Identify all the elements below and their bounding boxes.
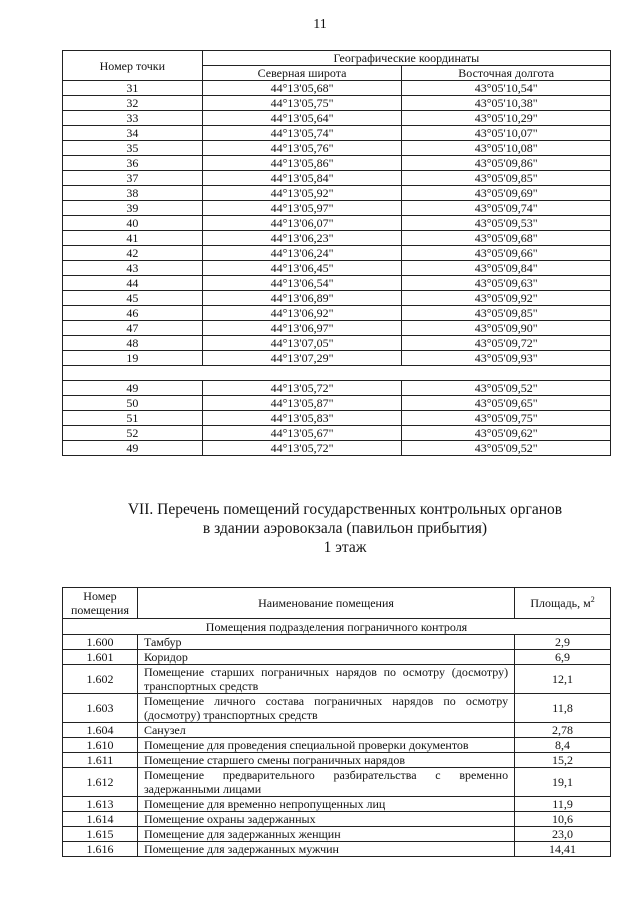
- coordinate-row: [63, 246, 611, 261]
- longitude-cell: 43°05'09,84": [402, 261, 611, 276]
- latitude-cell: 44°13'05,75": [202, 96, 402, 111]
- header-east-longitude: Восточная долгота: [402, 66, 611, 81]
- longitude-cell: 43°05'09,86": [402, 156, 611, 171]
- point-number: 34: [63, 126, 203, 141]
- coordinate-row: [63, 96, 611, 111]
- room-number: 1.616: [63, 842, 138, 857]
- coordinate-row: [63, 306, 611, 321]
- page-number: 11: [313, 17, 327, 32]
- room-area: 2,9: [515, 635, 611, 650]
- room-row: [63, 842, 611, 857]
- room-row: [63, 665, 611, 694]
- room-name: Тамбур: [137, 635, 514, 650]
- room-area: 15,2: [515, 753, 611, 768]
- point-number: 35: [63, 141, 203, 156]
- room-name: Помещение для временно непропущенных лиц: [137, 797, 514, 812]
- longitude-cell: 43°05'09,53": [402, 216, 611, 231]
- longitude-cell: 43°05'09,85": [402, 171, 611, 186]
- section-title: VII. Перечень помещений государственных контрольных органов: [127, 501, 563, 518]
- point-number: 40: [63, 216, 203, 231]
- coordinate-row: [63, 396, 611, 411]
- latitude-cell: 44°13'05,74": [202, 126, 402, 141]
- room-name: Помещение личного состава пограничных нарядов по осмотру (досмотру) транспортных средств: [137, 694, 514, 723]
- coordinate-row: [63, 381, 611, 396]
- room-area: 6,9: [515, 650, 611, 665]
- room-name: Помещение охраны задержанных: [137, 812, 514, 827]
- header-point-number: Номер точки: [63, 51, 203, 81]
- longitude-cell: 43°05'09,93": [402, 351, 611, 366]
- coordinate-row: [63, 231, 611, 246]
- room-name: Помещение для задержанных женщин: [137, 827, 514, 842]
- latitude-cell: 44°13'05,97": [202, 201, 402, 216]
- room-area: 11,9: [515, 797, 611, 812]
- longitude-cell: 43°05'09,74": [402, 201, 611, 216]
- room-area: 11,8: [515, 694, 611, 723]
- room-number: 1.610: [63, 738, 138, 753]
- point-number: 37: [63, 171, 203, 186]
- room-row: [63, 723, 611, 738]
- latitude-cell: 44°13'06,07": [202, 216, 402, 231]
- coordinate-row: [63, 201, 611, 216]
- coordinates-body: [63, 81, 611, 456]
- coordinate-row: [63, 321, 611, 336]
- room-number: 1.612: [63, 768, 138, 797]
- latitude-cell: 44°13'05,72": [202, 441, 402, 456]
- longitude-cell: 43°05'09,69": [402, 186, 611, 201]
- longitude-cell: 43°05'09,92": [402, 291, 611, 306]
- point-number: 49: [63, 381, 203, 396]
- room-row: [63, 812, 611, 827]
- longitude-cell: 43°05'09,68": [402, 231, 611, 246]
- latitude-cell: 44°13'06,24": [202, 246, 402, 261]
- room-area: 2,78: [515, 723, 611, 738]
- coordinate-row: [63, 411, 611, 426]
- latitude-cell: 44°13'05,76": [202, 141, 402, 156]
- separator-row: [63, 366, 611, 381]
- room-area: 23,0: [515, 827, 611, 842]
- latitude-cell: 44°13'05,83": [202, 411, 402, 426]
- longitude-cell: 43°05'09,72": [402, 336, 611, 351]
- coordinate-row: [63, 441, 611, 456]
- coordinate-row: [63, 291, 611, 306]
- longitude-cell: 43°05'10,38": [402, 96, 611, 111]
- room-name: Помещение старшего смены пограничных нарядов: [137, 753, 514, 768]
- header-room-area: [515, 588, 611, 619]
- coordinate-row: [63, 126, 611, 141]
- latitude-cell: 44°13'06,97": [202, 321, 402, 336]
- point-number: 42: [63, 246, 203, 261]
- longitude-cell: 43°05'10,29": [402, 111, 611, 126]
- coordinate-row: [63, 426, 611, 441]
- coordinate-row: [63, 81, 611, 96]
- room-row: [63, 694, 611, 723]
- point-number: 33: [63, 111, 203, 126]
- latitude-cell: 44°13'06,45": [202, 261, 402, 276]
- room-row: [63, 738, 611, 753]
- longitude-cell: 43°05'10,54": [402, 81, 611, 96]
- coordinate-row: [63, 186, 611, 201]
- latitude-cell: 44°13'05,92": [202, 186, 402, 201]
- room-number: 1.614: [63, 812, 138, 827]
- group-title: Помещения подразделения пограничного контроля: [63, 619, 611, 635]
- longitude-cell: 43°05'09,62": [402, 426, 611, 441]
- rooms-body: [63, 619, 611, 857]
- room-row: [63, 753, 611, 768]
- coordinate-row: [63, 276, 611, 291]
- room-row: [63, 650, 611, 665]
- latitude-cell: 44°13'05,87": [202, 396, 402, 411]
- coordinate-row: [63, 261, 611, 276]
- coordinate-row: [63, 156, 611, 171]
- longitude-cell: 43°05'09,66": [402, 246, 611, 261]
- room-number: 1.613: [63, 797, 138, 812]
- header-room-number: Номер помещения: [63, 588, 138, 619]
- point-number: 48: [63, 336, 203, 351]
- point-number: 47: [63, 321, 203, 336]
- longitude-cell: 43°05'09,75": [402, 411, 611, 426]
- coordinate-row: [63, 216, 611, 231]
- room-area: 19,1: [515, 768, 611, 797]
- longitude-cell: 43°05'09,63": [402, 276, 611, 291]
- room-area: 12,1: [515, 665, 611, 694]
- room-name: Санузел: [137, 723, 514, 738]
- room-number: 1.601: [63, 650, 138, 665]
- room-number: 1.600: [63, 635, 138, 650]
- coordinate-row: [63, 141, 611, 156]
- room-number: 1.602: [63, 665, 138, 694]
- separator-cell: [63, 366, 611, 381]
- room-name: Помещение для задержанных мужчин: [137, 842, 514, 857]
- room-number: 1.603: [63, 694, 138, 723]
- point-number: 50: [63, 396, 203, 411]
- latitude-cell: 44°13'05,64": [202, 111, 402, 126]
- latitude-cell: 44°13'05,67": [202, 426, 402, 441]
- point-number: 32: [63, 96, 203, 111]
- point-number: 52: [63, 426, 203, 441]
- room-number: 1.604: [63, 723, 138, 738]
- room-number: 1.611: [63, 753, 138, 768]
- room-name: Помещение старших пограничных нарядов по осмотру (досмотру) транспортных средств: [137, 665, 514, 694]
- coordinates-table: [62, 50, 611, 456]
- point-number: 39: [63, 201, 203, 216]
- header-north-latitude: Северная широта: [202, 66, 402, 81]
- rooms-table: [62, 587, 611, 857]
- floor-label: 1 этаж: [323, 539, 367, 556]
- room-name: Помещение для проведения специальной проверки документов: [137, 738, 514, 753]
- room-area: 10,6: [515, 812, 611, 827]
- longitude-cell: 43°05'10,07": [402, 126, 611, 141]
- point-number: 51: [63, 411, 203, 426]
- room-row: [63, 827, 611, 842]
- latitude-cell: 44°13'05,68": [202, 81, 402, 96]
- room-area: 14,41: [515, 842, 611, 857]
- longitude-cell: 43°05'09,65": [402, 396, 611, 411]
- header-area-sup: 2: [590, 595, 595, 604]
- point-number: 38: [63, 186, 203, 201]
- header-geo-coordinates: Географические координаты: [202, 51, 610, 66]
- room-area: 8,4: [515, 738, 611, 753]
- longitude-cell: 43°05'09,90": [402, 321, 611, 336]
- point-number: 19: [63, 351, 203, 366]
- room-row: [63, 768, 611, 797]
- latitude-cell: 44°13'06,23": [202, 231, 402, 246]
- longitude-cell: 43°05'10,08": [402, 141, 611, 156]
- section-subtitle: в здании аэровокзала (павильон прибытия): [202, 520, 488, 537]
- group-row: [63, 619, 611, 635]
- header-area-label: Площадь, м: [530, 596, 591, 610]
- room-row: [63, 635, 611, 650]
- room-name: Помещение предварительного разбирательства с временно задержанными лицами: [137, 768, 514, 797]
- header-room-name: Наименование помещения: [137, 588, 514, 619]
- latitude-cell: 44°13'05,86": [202, 156, 402, 171]
- point-number: 43: [63, 261, 203, 276]
- longitude-cell: 43°05'09,52": [402, 381, 611, 396]
- room-name: Коридор: [137, 650, 514, 665]
- point-number: 36: [63, 156, 203, 171]
- coordinate-row: [63, 351, 611, 366]
- latitude-cell: 44°13'07,29": [202, 351, 402, 366]
- latitude-cell: 44°13'05,72": [202, 381, 402, 396]
- room-number: 1.615: [63, 827, 138, 842]
- latitude-cell: 44°13'05,84": [202, 171, 402, 186]
- point-number: 46: [63, 306, 203, 321]
- point-number: 31: [63, 81, 203, 96]
- latitude-cell: 44°13'06,92": [202, 306, 402, 321]
- point-number: 45: [63, 291, 203, 306]
- coordinate-row: [63, 111, 611, 126]
- latitude-cell: 44°13'06,54": [202, 276, 402, 291]
- latitude-cell: 44°13'07,05": [202, 336, 402, 351]
- room-row: [63, 797, 611, 812]
- coordinate-row: [63, 336, 611, 351]
- point-number: 44: [63, 276, 203, 291]
- point-number: 41: [63, 231, 203, 246]
- longitude-cell: 43°05'09,52": [402, 441, 611, 456]
- longitude-cell: 43°05'09,85": [402, 306, 611, 321]
- latitude-cell: 44°13'06,89": [202, 291, 402, 306]
- point-number: 49: [63, 441, 203, 456]
- coordinate-row: [63, 171, 611, 186]
